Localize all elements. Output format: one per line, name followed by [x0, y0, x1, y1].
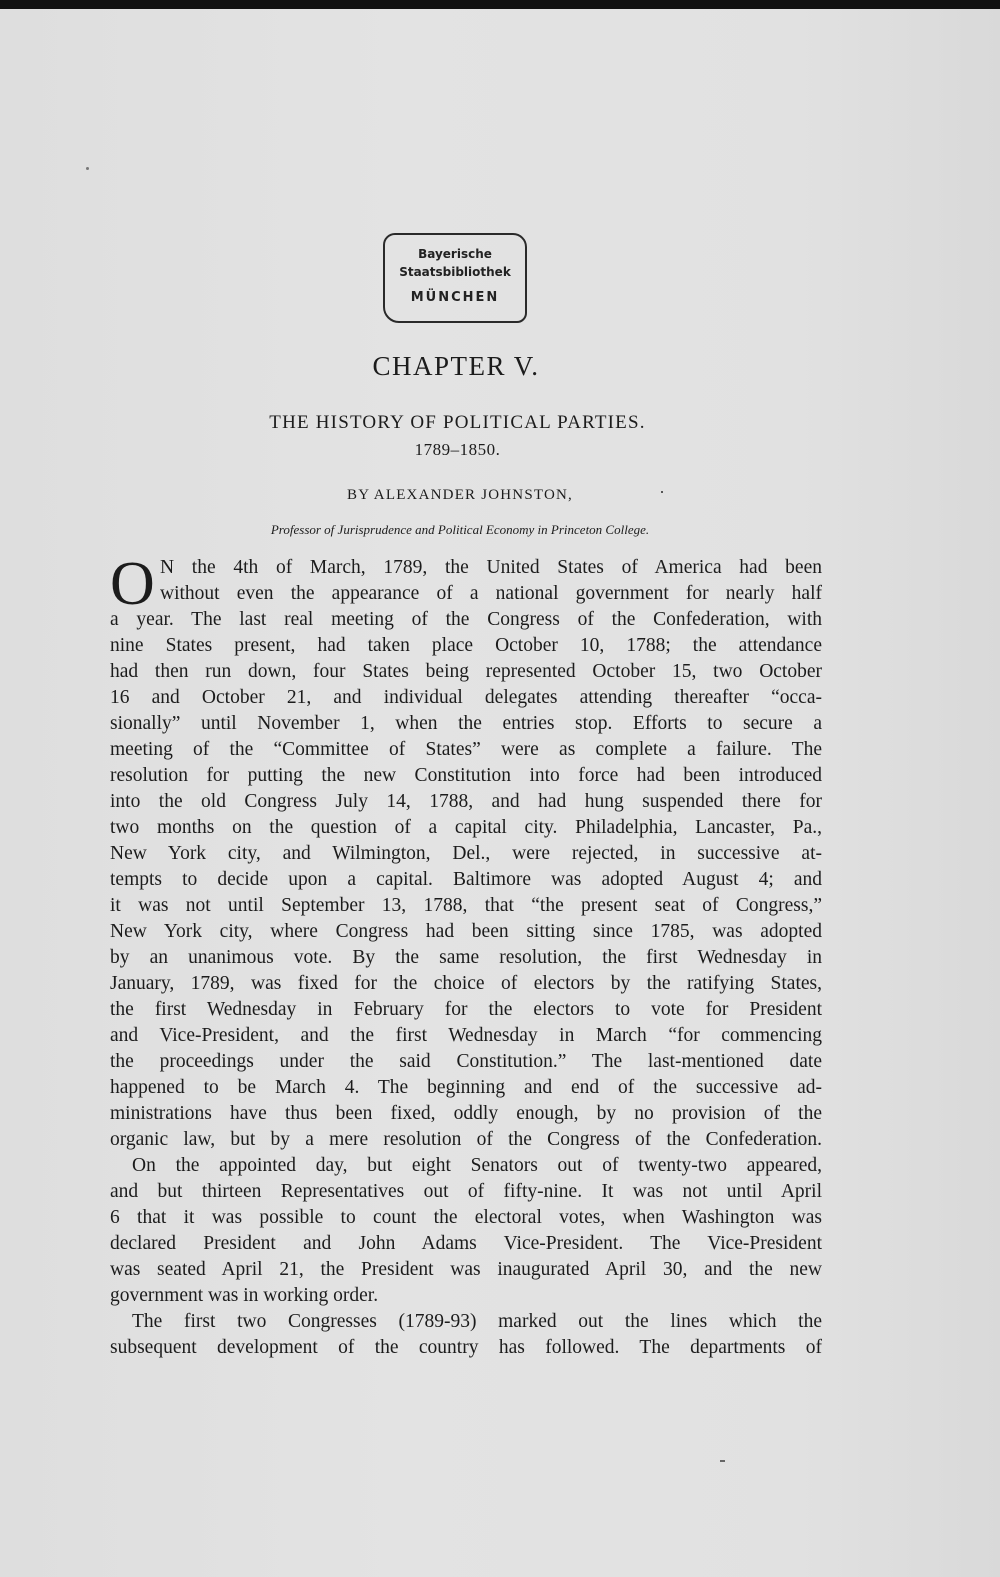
text-line: had then run down, four States being represented October 15, two October	[110, 661, 822, 682]
stamp-line: MÜNCHEN	[410, 290, 500, 305]
text-line: declared President and John Adams Vice-President. The Vice-President	[110, 1233, 822, 1254]
text-line: resolution for putting the new Constitution into force had been introduced	[110, 765, 822, 786]
text-line: a year. The last real meeting of the Congress of the Confederation, with	[110, 609, 822, 630]
year-range: 1789–1850.	[414, 440, 501, 459]
text-line: the first Wednesday in February for the electors to vote for President	[110, 999, 822, 1020]
text-line: The first two Congresses (1789-93) marked out the lines which the	[132, 1311, 822, 1332]
text-line: and Vice-President, and the first Wednesday in March “for commencing	[110, 1025, 822, 1046]
text-line: meeting of the “Committee of States” were as complete a failure. The	[110, 739, 822, 760]
text-line: ministrations have thus been fixed, oddly enough, by no provision of the	[110, 1103, 822, 1124]
stamp-line: Staatsbibliothek	[399, 265, 511, 279]
text-line: 16 and October 21, and individual delegates attending thereafter “occa-	[110, 687, 822, 708]
library-stamp	[383, 233, 527, 323]
text-line: happened to be March 4. The beginning and end of the successive ad-	[110, 1077, 822, 1098]
section-title: THE HISTORY OF POLITICAL PARTIES.	[269, 412, 646, 433]
text-line: New York city, and Wilmington, Del., were rejected, in successive at-	[110, 843, 822, 864]
text-line: the proceedings under the said Constitution.” The last-mentioned date	[110, 1051, 822, 1072]
text-line: into the old Congress July 14, 1788, and had hung suspended there for	[110, 791, 822, 812]
text-line: sionally” until November 1, when the entries stop. Efforts to secure a	[110, 713, 822, 734]
chapter-heading: CHAPTER V.	[372, 351, 540, 381]
scan-top-edge	[0, 0, 1000, 9]
body-text	[110, 550, 822, 1361]
text-line: without even the appearance of a national government for nearly half	[160, 583, 822, 604]
scan-speck	[86, 167, 89, 170]
text-line: was seated April 21, the President was inaugurated April 30, and the new	[110, 1259, 822, 1280]
author-affiliation: Professor of Jurisprudence and Political Economy in Princeton College.	[270, 522, 650, 537]
text-line: On the appointed day, but eight Senators out of twenty-two appeared,	[132, 1155, 822, 1176]
text-line: New York city, where Congress had been sitting since 1785, was adopted	[110, 921, 822, 942]
text-line: January, 1789, was fixed for the choice of electors by the ratifying States,	[110, 973, 822, 994]
drop-cap: O	[110, 550, 155, 618]
text-line: N the 4th of March, 1789, the United States of America had been	[160, 557, 822, 578]
text-line: government was in working order.	[110, 1285, 379, 1306]
stamp-line: Bayerische	[418, 247, 492, 261]
text-line: by an unanimous vote. By the same resolution, the first Wednesday in	[110, 947, 822, 968]
text-line: tempts to decide upon a capital. Baltimore was adopted August 4; and	[110, 869, 822, 890]
text-line: and but thirteen Representatives out of fifty-nine. It was not until April	[110, 1181, 822, 1202]
text-line: organic law, but by a mere resolution of the Congress of the Confederation.	[110, 1129, 822, 1150]
text-line: 6 that it was possible to count the electoral votes, when Washington was	[110, 1207, 822, 1228]
text-line: nine States present, had taken place October 10, 1788; the attendance	[110, 635, 822, 656]
author-byline: BY ALEXANDER JOHNSTON,	[347, 487, 573, 503]
text-line: subsequent development of the country has followed. The departments of	[110, 1337, 822, 1358]
text-line: it was not until September 13, 1788, that “the present seat of Congress,”	[110, 895, 822, 916]
text-line: two months on the question of a capital city. Philadelphia, Lancaster, Pa.,	[110, 817, 822, 838]
scan-speck	[720, 1460, 725, 1462]
